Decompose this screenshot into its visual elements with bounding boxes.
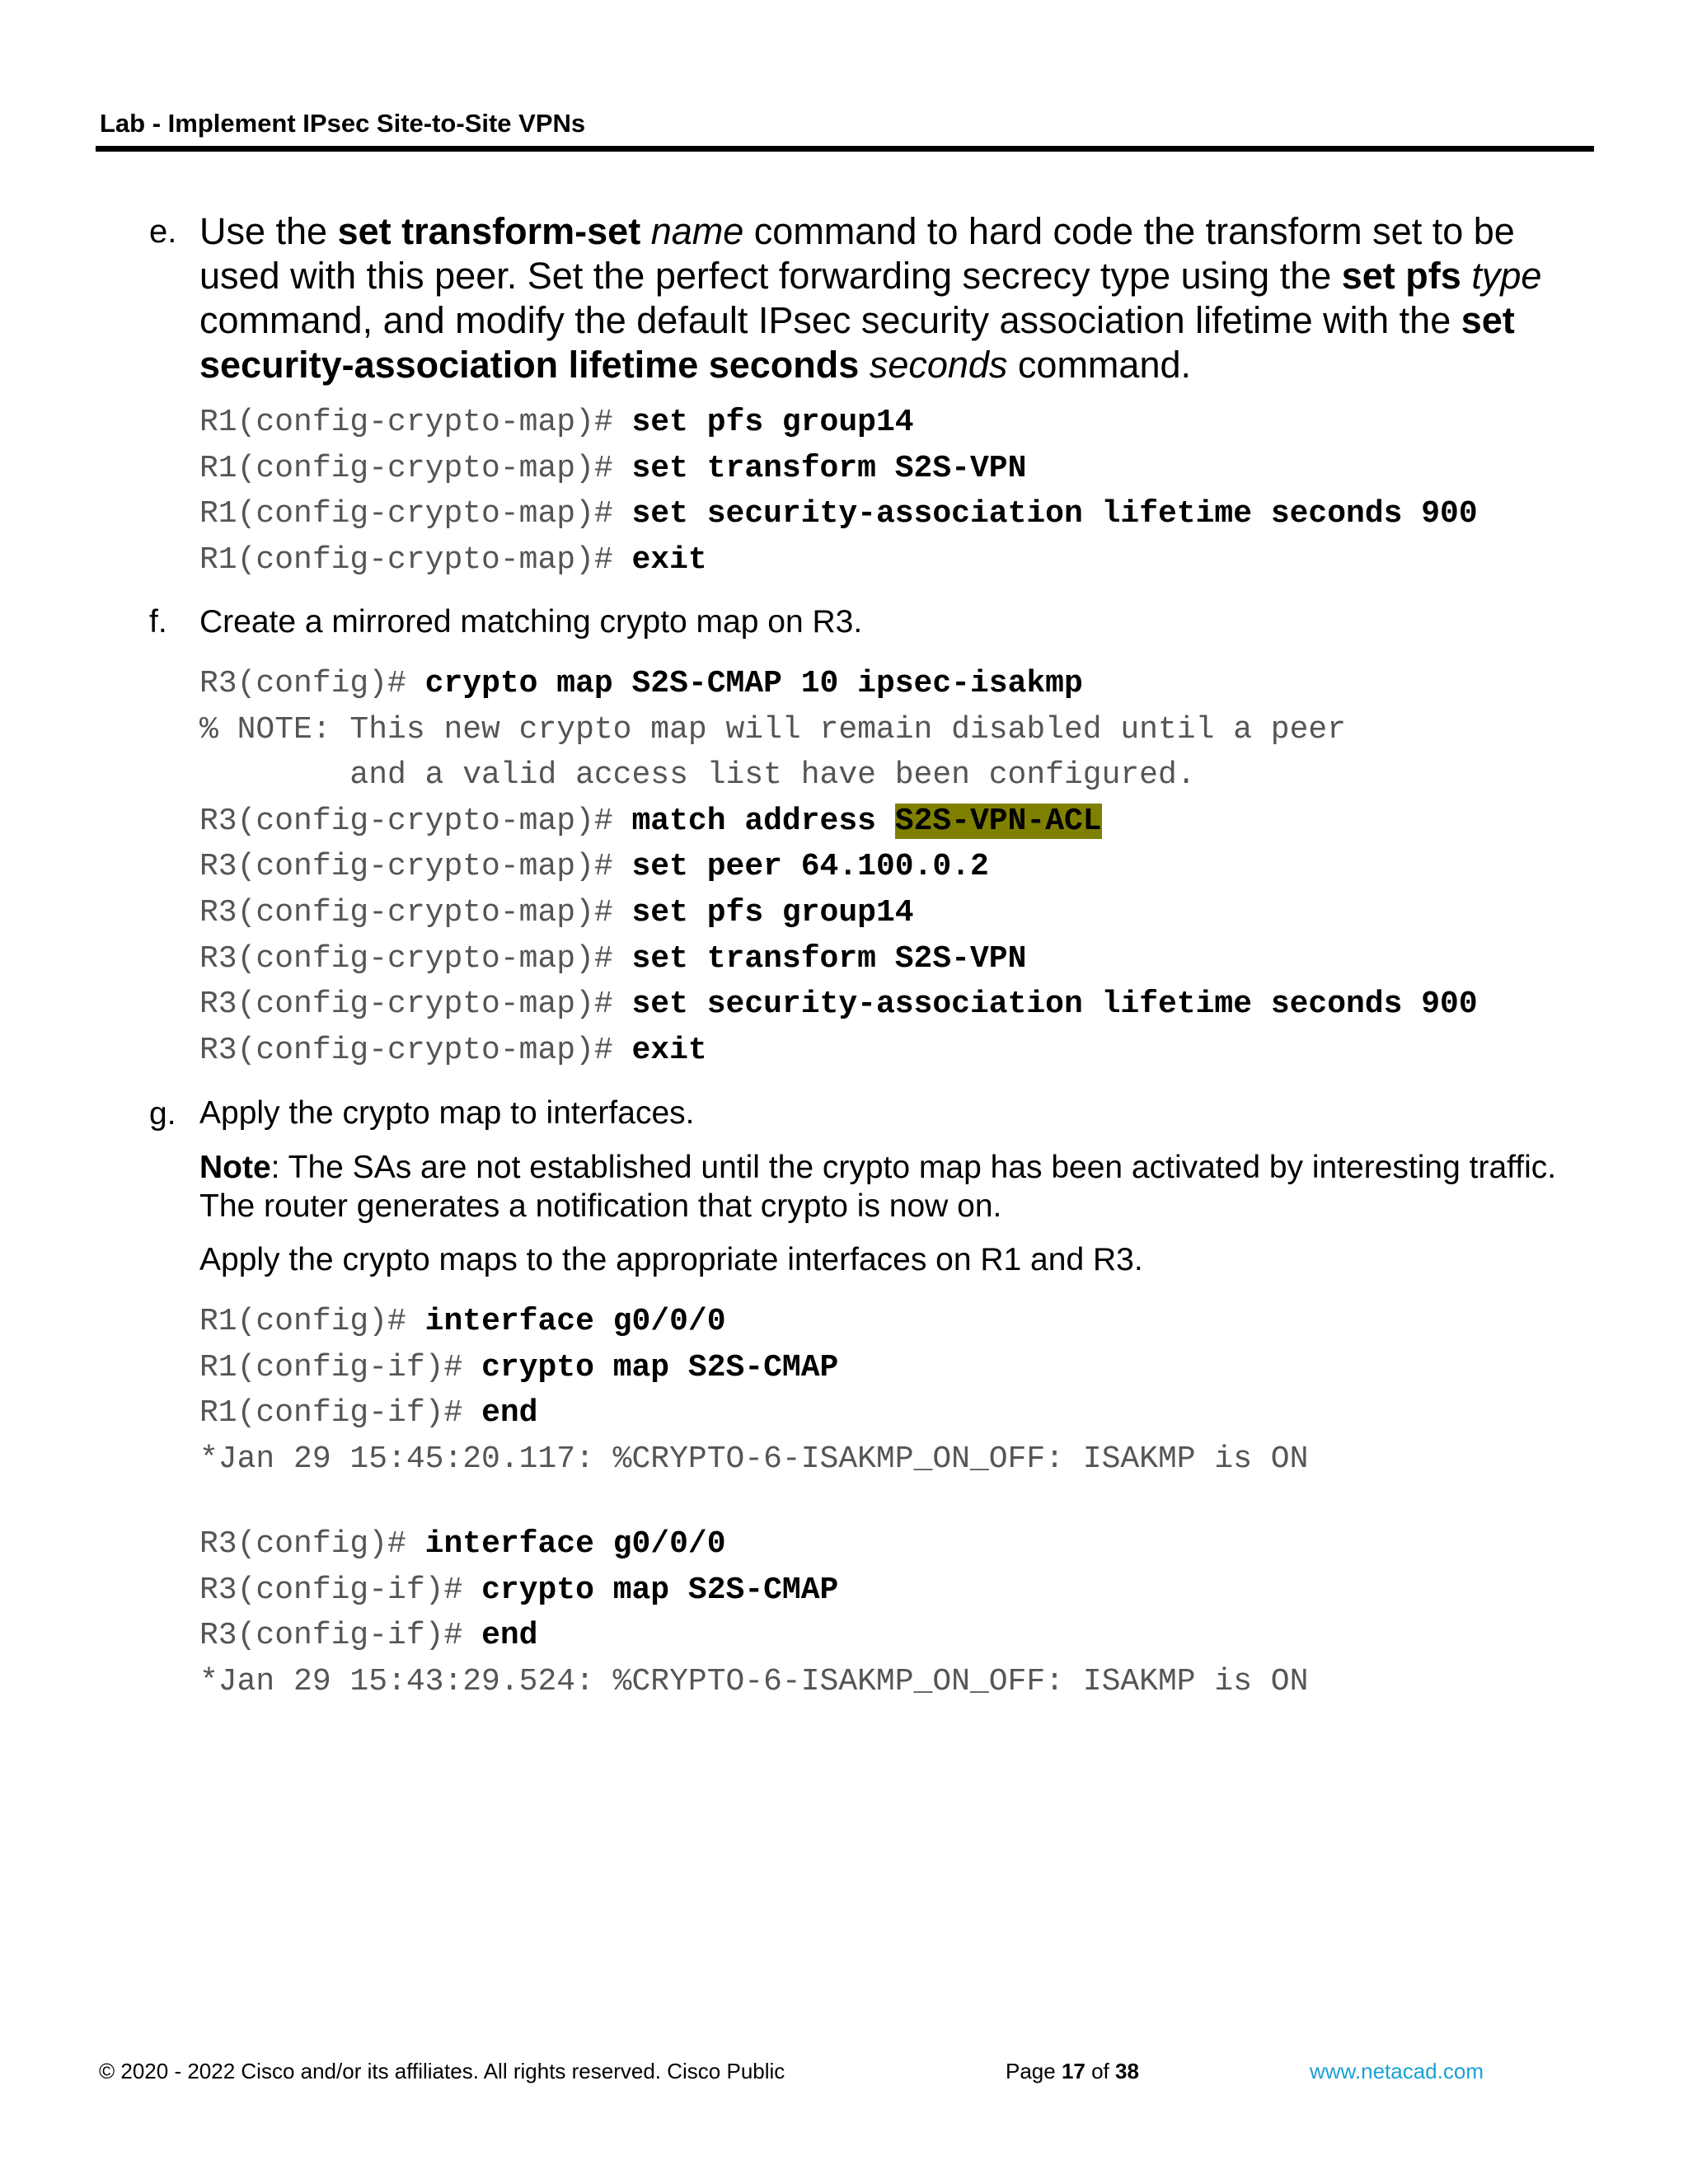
code-line: R3(config-crypto-map)# set peer 64.100.0.2 [199, 849, 989, 885]
code-line: R3(config-crypto-map)# set security-association lifetime seconds 900 [199, 987, 1478, 1023]
code-line: R3(config-if)# crypto map S2S-CMAP [199, 1572, 839, 1608]
code-line: R3(config-crypto-map)# exit [199, 1032, 707, 1068]
step-e-text: Use the set transform-set name command to hard code the transform set to be used with this peer. Set the perfect forwarding secrecy type using the set pfs type command, and modify the default IPsec security association lifetime with the set security-association lifetime seconds seconds command. [199, 210, 1542, 386]
code-output-log: *Jan 29 15:45:20.117: %CRYPTO-6-ISAKMP_ON_OFF: ISAKMP is ON [199, 1441, 1309, 1477]
code-line: R3(config-if)# end [199, 1618, 538, 1654]
header-divider [96, 146, 1594, 152]
code-line: R1(config-crypto-map)# set transform S2S-VPN [199, 450, 1027, 486]
code-line: R1(config-crypto-map)# exit [199, 541, 707, 578]
step-g-apply-text: Apply the crypto maps to the appropriate interfaces on R1 and R3. [199, 1242, 1143, 1277]
code-output-note: % NOTE: This new crypto map will remain disabled until a peer [199, 711, 1347, 748]
step-g-text: Apply the crypto map to interfaces. [199, 1095, 695, 1131]
step-f-text: Create a mirrored matching crypto map on R3. [199, 604, 863, 640]
document-header-title: Lab - Implement IPsec Site-to-Site VPNs [100, 109, 586, 138]
code-block-r1-interface [199, 1299, 1308, 1482]
step-g-note: Note: The SAs are not established until the crypto map has been activated by interesting traffic. The router generates a notification that crypto is now on. [199, 1150, 1557, 1224]
code-output-note: and a valid access list have been configured. [199, 757, 1196, 794]
code-line: R3(config-crypto-map)# set pfs group14 [199, 894, 914, 930]
code-line: R3(config-crypto-map)# set transform S2S-VPN [199, 940, 1027, 977]
code-line: R3(config)# crypto map S2S-CMAP 10 ipsec-isakmp [199, 666, 1083, 701]
code-line: R3(config-crypto-map)# match address S2S-VPN-ACL [199, 803, 1102, 839]
code-line: R1(config)# interface g0/0/0 [199, 1304, 726, 1339]
step-f-letter: f. [149, 604, 167, 640]
code-line: R1(config-crypto-map)# set security-association lifetime seconds 900 [199, 496, 1478, 532]
code-block-r1-crypto-map [199, 400, 1478, 583]
footer-copyright: © 2020 - 2022 Cisco and/or its affiliates. All rights reserved. Cisco Public [99, 2059, 785, 2083]
code-line: R1(config-if)# end [199, 1395, 538, 1432]
code-block-r3-crypto-map [199, 661, 1478, 1073]
code-line: R1(config-if)# crypto map S2S-CMAP [199, 1349, 839, 1385]
code-line: R1(config-crypto-map)# set pfs group14 [199, 405, 914, 440]
step-e-letter: e. [149, 213, 177, 250]
highlighted-acl-name: S2S-VPN-ACL [894, 803, 1102, 839]
step-g-letter: g. [149, 1096, 176, 1132]
footer-website-link[interactable]: www.netacad.com [1310, 2059, 1484, 2083]
code-block-r3-interface [199, 1521, 1308, 1704]
footer-page-number: Page 17 of 38 [1006, 2059, 1139, 2083]
code-line: R3(config)# interface g0/0/0 [199, 1526, 726, 1562]
code-output-log: *Jan 29 15:43:29.524: %CRYPTO-6-ISAKMP_ON_OFF: ISAKMP is ON [199, 1663, 1309, 1699]
